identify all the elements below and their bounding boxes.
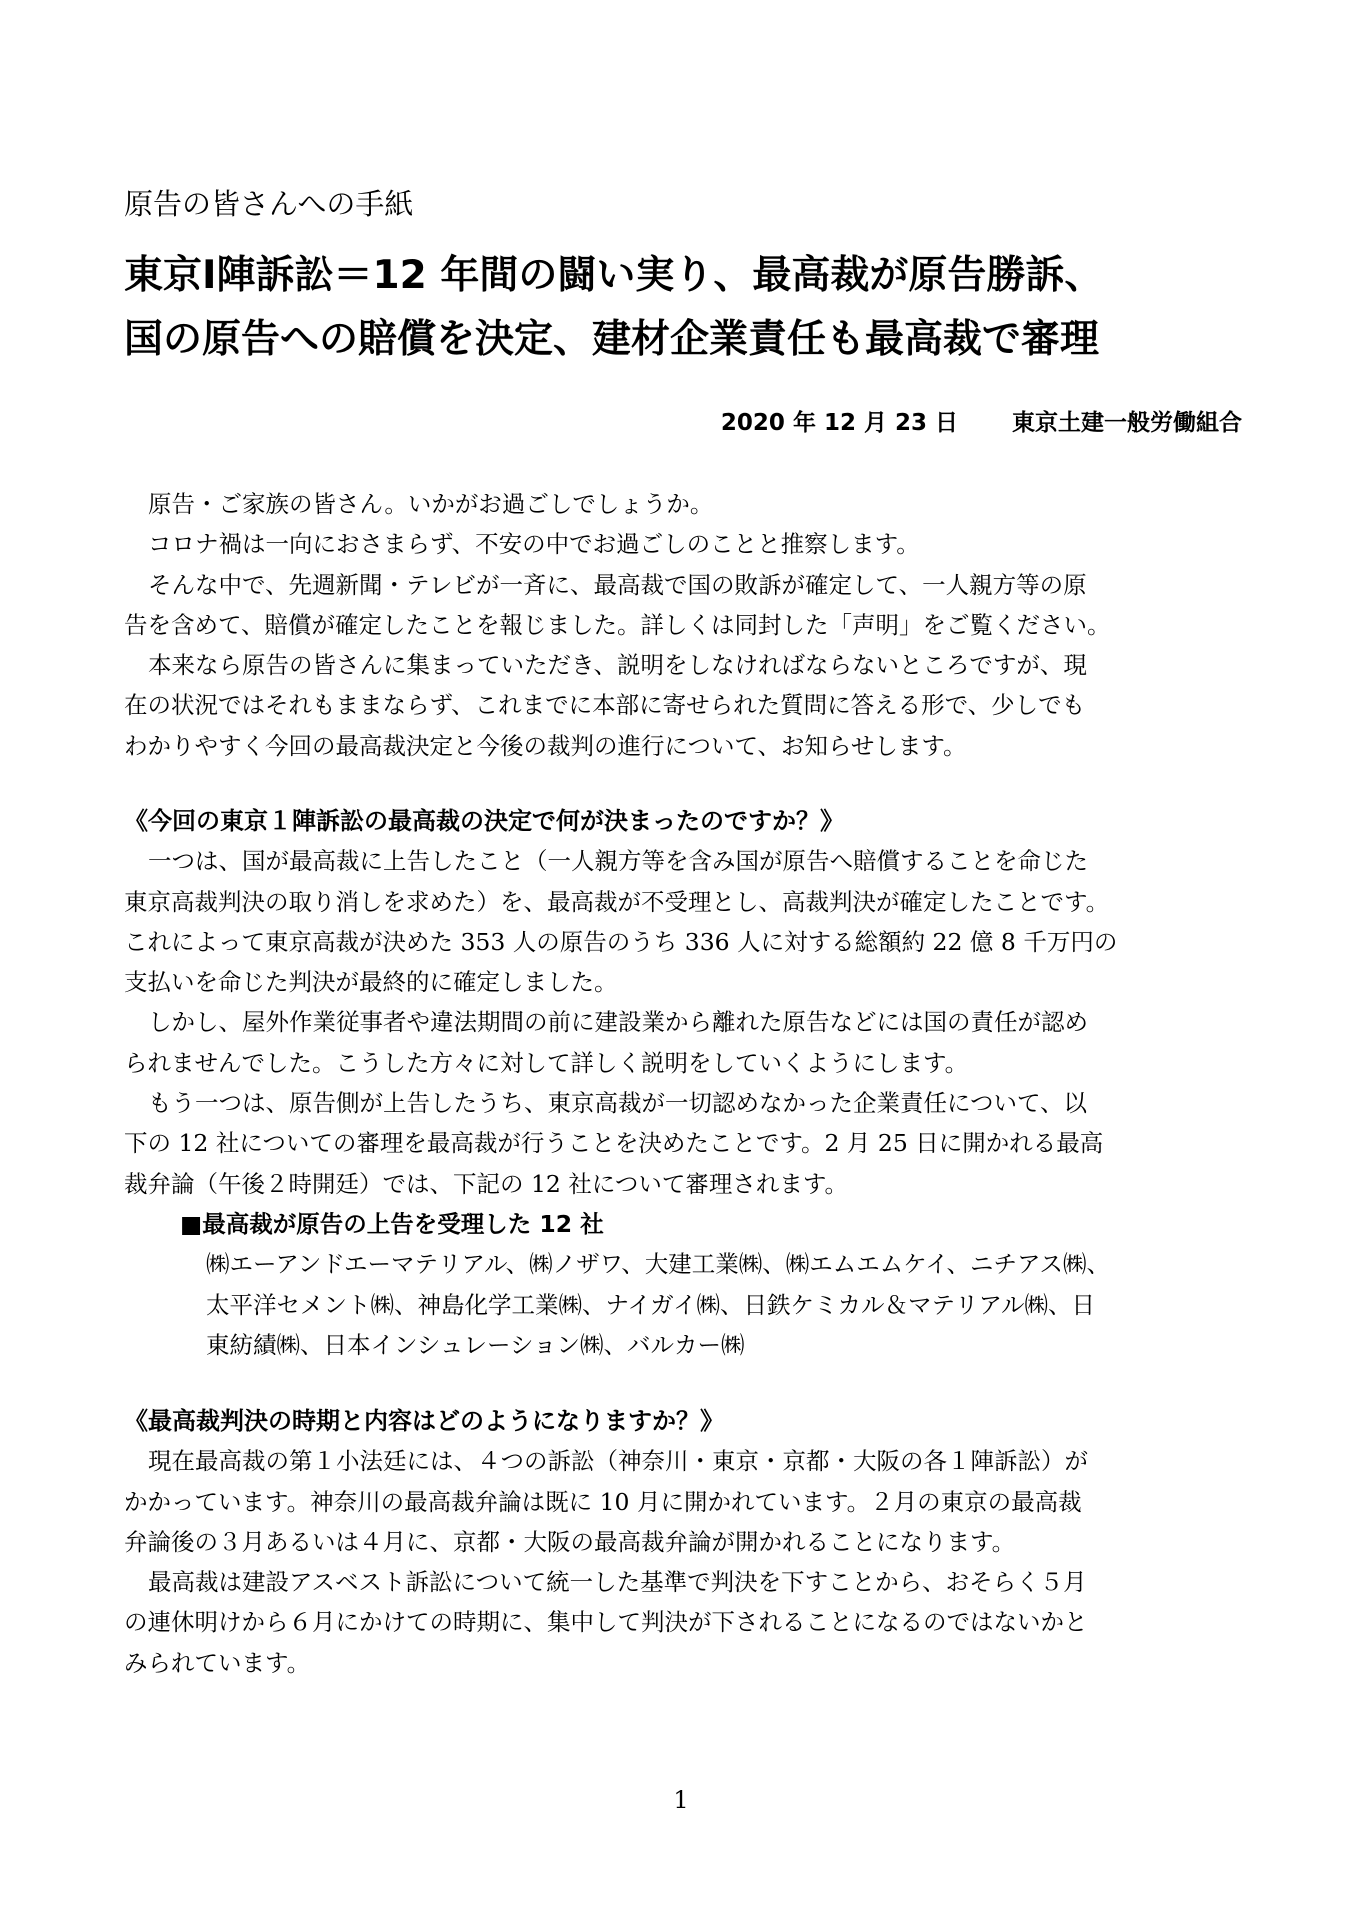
dateline — [721, 406, 1242, 440]
company-list-line: ㈱エーアンドエーマテリアル、㈱ノザワ、大建工業㈱、㈱エムエムケイ、ニチアス㈱、 — [206, 1250, 1111, 1279]
title-line: 東京Ⅰ陣訴訟＝12 年間の闘い実り、最高裁が原告勝訴、 — [124, 253, 1104, 298]
body-line: 最高裁は建設アスベスト訴訟について統一した基準で判決を下すことから、おそらく５月 — [148, 1568, 1087, 1597]
company-list-line: 太平洋セメント㈱、神島化学工業㈱、ナイガイ㈱、日鉄ケミカル＆マテリアル㈱、日 — [206, 1290, 1096, 1319]
organization: 東京土建一般労働組合 — [1012, 410, 1242, 436]
body-line: 告を含めて、賠償が確定したことを報じました。詳しくは同封した「声明」をご覧ください。 — [124, 610, 1111, 639]
body-line: 本来なら原告の皆さんに集まっていただき、説明をしなければならないところですが、現 — [148, 651, 1087, 680]
body-line: しかし、屋外作業従事者や違法期間の前に建設業から離れた原告などには国の責任が認め — [148, 1008, 1088, 1037]
section-heading: 《今回の東京１陣訴訟の最高裁の決定で何が決まったのですか？》 — [124, 807, 844, 835]
companies-title: ■最高裁が原告の上告を受理した 12 社 — [180, 1209, 604, 1238]
body-line: 裁弁論（午後２時開廷）では、下記の 12 社について審理されます。 — [124, 1169, 848, 1198]
section-decision — [124, 801, 1250, 1365]
body-line: 支払いを命じた判決が最終的に確定しました。 — [124, 968, 618, 997]
body-line: 東京高裁判決の取り消しを求めた）を、最高裁が不受理とし、高裁判決が確定したことです。 — [124, 887, 1110, 916]
body-line: の連休明けから６月にかけての時期に、集中して判決が下されることになるのではないかと — [124, 1608, 1088, 1637]
body-line: 原告・ご家族の皆さん。いかがお過ごしでしょうか。 — [148, 490, 714, 518]
date: 2020 年 12 月 23 日 — [720, 410, 958, 436]
title-line: 国の原告への賠償を決定、建材企業責任も最高裁で審理 — [124, 317, 1100, 362]
body-line: 現在最高裁の第１小法廷には、４つの訴訟（神奈川・東京・京都・大阪の各１陣訴訟）が — [148, 1447, 1088, 1476]
section-heading: 《最高裁判決の時期と内容はどのようになりますか？》 — [124, 1407, 724, 1435]
body-line: 弁論後の３月あるいは４月に、京都・大阪の最高裁弁論が開かれることになります。 — [124, 1527, 1016, 1556]
body-line: かかっています。神奈川の最高裁弁論は既に 10 月に開かれています。２月の東京の最高裁 — [124, 1487, 1082, 1516]
main-title — [124, 244, 1264, 372]
intro-paragraphs — [124, 484, 1250, 766]
body-line: コロナ禍は一向におさまらず、不安の中でお過ごしのことと推察します。 — [148, 530, 920, 559]
section-timing — [124, 1401, 1250, 1683]
body-line: わかりやすく今回の最高裁決定と今後の裁判の進行について、お知らせします。 — [124, 731, 967, 760]
header-label: 原告の皆さんへの手紙 — [124, 187, 414, 221]
body-line: そんな中で、先週新聞・テレビが一斉に、最高裁で国の敗訴が確定して、一人親方等の原 — [148, 570, 1087, 599]
body-line: みられています。 — [124, 1648, 311, 1677]
body-line: 在の状況ではそれもままならず、これまでに本部に寄せられた質問に答える形で、少しでも — [124, 691, 1086, 720]
body-line: 一つは、国が最高裁に上告したこと（一人親方等を含み国が原告へ賠償することを命じた — [148, 847, 1088, 876]
company-list-line: 東紡績㈱、日本インシュレーション㈱、バルカー㈱ — [206, 1330, 745, 1359]
body-line: られませんでした。こうした方々に対して詳しく説明をしていくようにします。 — [124, 1048, 969, 1077]
body-line: もう一つは、原告側が上告したうち、東京高裁が一切認めなかった企業責任について、以 — [148, 1089, 1088, 1118]
page-number: 1 — [673, 1786, 689, 1814]
body-line: 下の 12 社についての審理を最高裁が行うことを決めたことです。2 月 25 日に開かれる最高 — [124, 1129, 1104, 1158]
body-line: これによって東京高裁が決めた 353 人の原告のうち 336 人に対する総額約 22 億 8 千万円の — [124, 927, 1118, 956]
